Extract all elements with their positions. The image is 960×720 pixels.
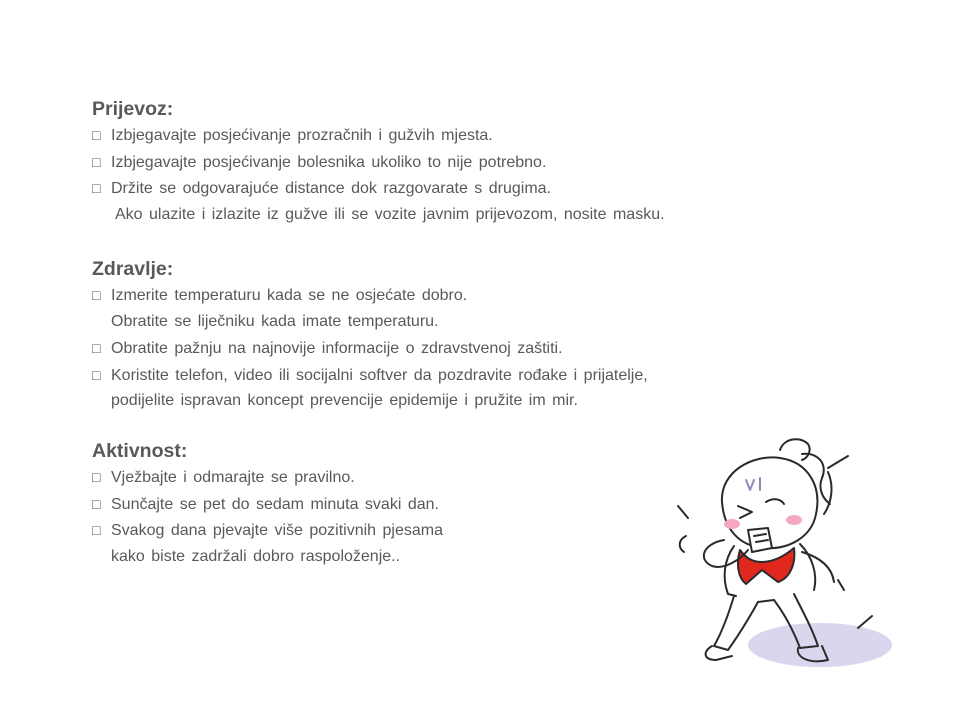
list-item-text: Držite se odgovarajuće distance dok razgovarate s drugima. — [111, 180, 551, 197]
checkbox-bullet-icon: □ — [92, 522, 101, 538]
list-item-text: Izbjegavajte posjećivanje prozračnih i gužvih mjesta. — [111, 127, 493, 144]
list-item-text: Svakog dana pjevajte više pozitivnih pjesama — [111, 522, 443, 539]
list-item-text: Koristite telefon, video ili socijalni softver da pozdravite rođake i prijatelje, — [111, 366, 648, 384]
list-item-text: Izbjegavajte posjećivanje bolesnika ukoliko to nije potrebno. — [111, 153, 547, 171]
list-item — [92, 335, 852, 362]
section-heading-transport: Prijevoz: — [92, 98, 174, 120]
list-item-text: Sunčajte se pet do sedam minuta svaki dan. — [111, 495, 439, 513]
list-item-continuation: kako biste zadržali dobro raspoloženje.. — [111, 547, 401, 565]
section-heading-activity: Aktivnost: — [92, 440, 188, 462]
checkbox-bullet-icon: □ — [92, 287, 101, 303]
checkbox-bullet-icon: □ — [92, 127, 101, 143]
section-health — [92, 256, 852, 415]
checkbox-bullet-icon: □ — [92, 495, 101, 512]
coughing-cartoon-character-icon — [662, 432, 900, 682]
checkbox-bullet-icon: □ — [92, 340, 101, 356]
checkbox-bullet-icon: □ — [92, 469, 101, 485]
checkbox-bullet-icon: □ — [92, 180, 101, 196]
list-item — [92, 122, 852, 149]
list-item — [92, 362, 852, 389]
list-item-continuation: podijelite ispravan koncept prevencije epidemije i pružite im mir. — [111, 392, 578, 409]
list-item — [92, 149, 852, 176]
list-item-text: Vježbajte i odmarajte se pravilno. — [111, 469, 355, 486]
list-item-text: Izmerite temperaturu kada se ne osjećate dobro. — [111, 287, 468, 304]
list-item-continuation: Ako ulazite i izlazite iz gužve ili se vozite javnim prijevozom, nosite masku. — [115, 205, 665, 223]
checkbox-bullet-icon: □ — [92, 366, 101, 383]
section-heading-health: Zdravlje: — [92, 258, 174, 280]
checkbox-bullet-icon: □ — [92, 153, 101, 170]
list-item — [92, 282, 852, 309]
list-item — [92, 175, 852, 202]
list-item-continuation: Obratite se liječniku kada imate temperaturu. — [111, 312, 439, 330]
list-item-text: Obratite pažnju na najnovije informacije o zdravstvenoj zaštiti. — [111, 340, 563, 357]
section-transport — [92, 96, 852, 228]
